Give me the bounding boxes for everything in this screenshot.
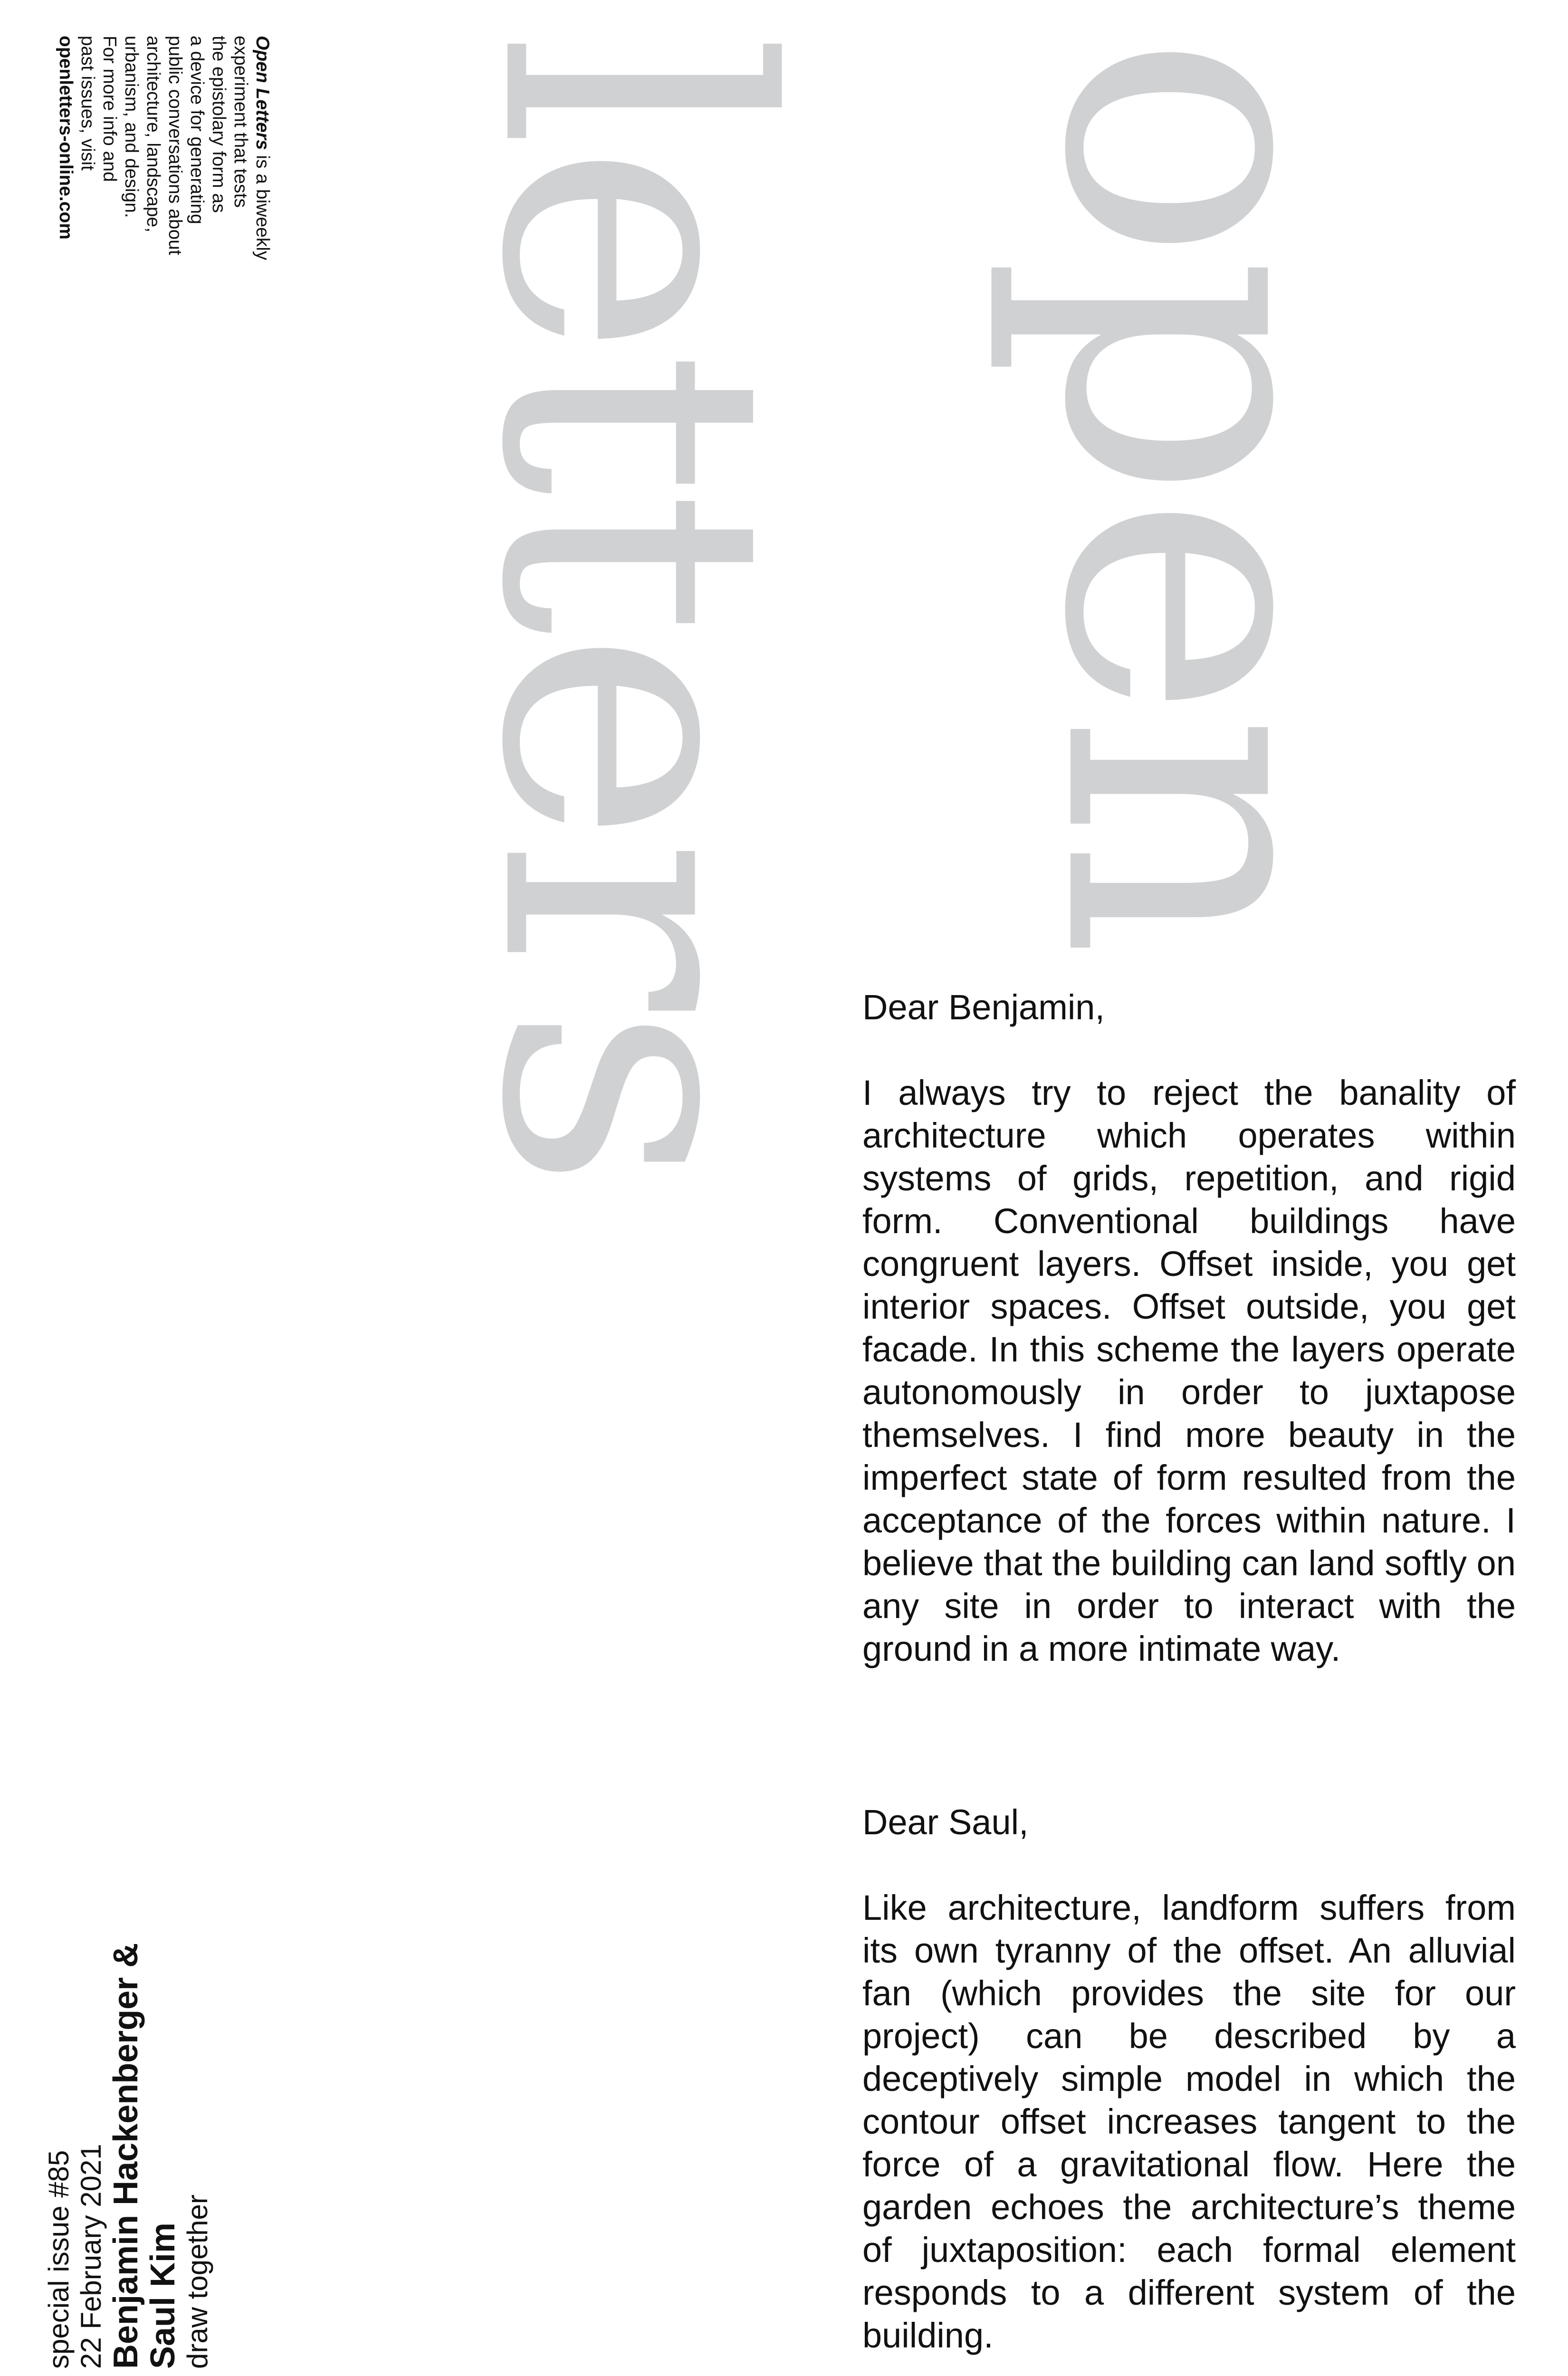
blurb-line-1: Open Letters is a biweekly (252, 36, 273, 260)
blurb-line-3: the epistolary form as (209, 36, 229, 213)
issue-info (43, 1943, 214, 2369)
issue-number: special issue #85 (43, 2150, 75, 2369)
blurb-line-4: a device for generating (187, 36, 207, 224)
blurb-line-6: architecture, landscape, (143, 36, 163, 233)
blurb-line-8: For more info and (99, 36, 120, 182)
letter-to-saul (862, 1801, 1516, 2357)
publication-title: Open Letters (252, 36, 273, 150)
letter-2-body: Like architecture, landform suffers from its own tyranny of the offset. An alluvial fan (which provides the site for our project) can be described by a deceptively simple model in which the contour offset increases tangent to the force of a gravitational flow. Here the garden echoes the architecture’s theme of juxtaposition: each formal element responds to a different system of the building. (862, 1888, 1516, 2355)
issue-subtitle: draw together (182, 2194, 213, 2369)
blurb-line-2: experiment that tests (230, 36, 251, 208)
website-link[interactable]: openletters-online.com (56, 36, 76, 240)
issue-date: 22 February 2021 (75, 2144, 107, 2369)
authors-line-1: Benjamin Hackenberger & (107, 1943, 145, 2369)
letter-1-body: I always try to reject the banality of architecture which operates within systems of grids, repetition, and rigid form. Conventional buildings have congruent layers. Offset inside, you get interior spaces. Offset outside, you get facade. In this scheme the layers operate autonomously in order to juxtapose themselves. I find more beauty in the imperfect state of form resulted from the acceptance of the forces within nature. I believe that the building can land softly on any site in order to interact with the ground in a more intimate way. (862, 1073, 1516, 1668)
masthead-letters: letters (422, 33, 842, 1185)
letter-to-benjamin (862, 986, 1516, 1670)
masthead-open: open (981, 33, 1424, 953)
blurb-line-5: public conversations about (165, 36, 185, 255)
blurb-line-9: past issues, visit (77, 36, 98, 171)
blurb-line-7: urbanism, and design. (121, 36, 142, 218)
publication-blurb (55, 36, 273, 260)
letter-1-salutation: Dear Benjamin, (862, 987, 1105, 1027)
authors-line-2: Saul Kim (144, 2222, 182, 2369)
letter-2-salutation: Dear Saul, (862, 1802, 1029, 1842)
